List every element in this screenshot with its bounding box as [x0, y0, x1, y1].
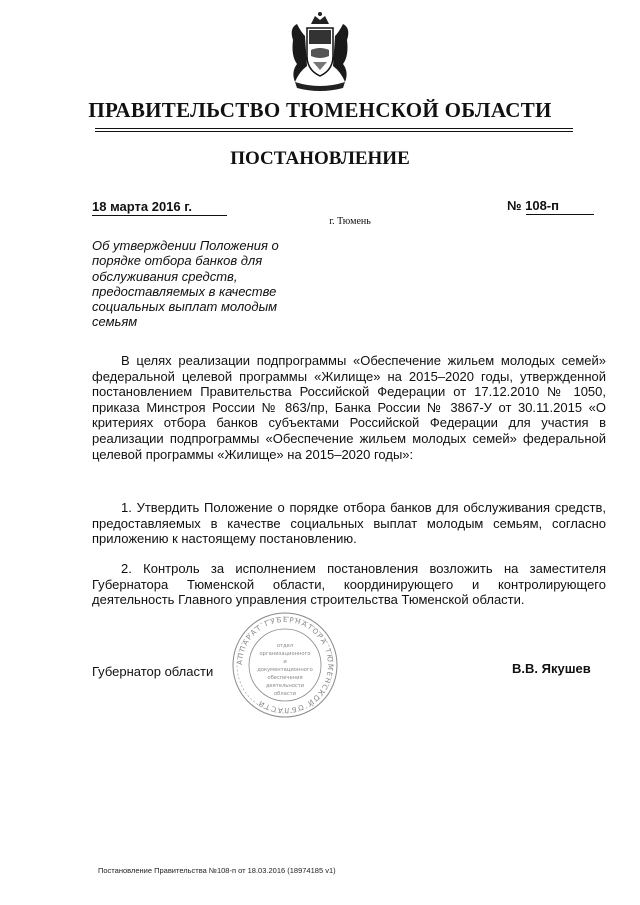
stamp-line-7: области [273, 691, 297, 697]
header-rule-thick [95, 128, 573, 129]
preamble-paragraph: В целях реализации подпрограммы «Обеспечение жильем молодых семей» федеральной целевой программы «Жилище» на 2015–2020 годы, утвержденной постановлением Правительства Российской Федерации от 17.12.2010 № 1050, приказа Минстроя России № 863/пр, Банка России № 3867-У от 30.11.2015 «О критериях отбора банков субъектами Российской Федерации для участия в реализации подпрограммы «Обеспечение жильем молодых семей» федеральной целевой программы «Жилище» на 2015–2020 годы»: [92, 353, 606, 462]
document-city: г. Тюмень [329, 216, 371, 227]
coat-of-arms-emblem [285, 10, 355, 92]
stamp-ring-text: АППАРАТ ГУБЕРНАТОРА ТЮМЕНСКОЙ ОБЛАСТИ [235, 615, 335, 715]
document-type-title: ПОСТАНОВЛЕНИЕ [230, 148, 410, 169]
header-rule-thin [95, 131, 573, 132]
stamp-line-6: деятельности [265, 683, 305, 689]
document-number: № 108-п [507, 198, 559, 213]
official-stamp [230, 610, 340, 720]
stamp-line-5: обеспечения [267, 675, 303, 681]
stamp-line-1: отдел [276, 643, 294, 649]
number-underline [526, 214, 594, 215]
document-date: 18 марта 2016 г. [92, 199, 192, 214]
government-title: ПРАВИТЕЛЬСТВО ТЮМЕНСКОЙ ОБЛАСТИ [88, 98, 552, 122]
signatory-name: В.В. Якушев [512, 661, 591, 676]
stamp-line-3: и [283, 659, 287, 665]
stamp-line-2: организационного [259, 651, 311, 657]
item-2-paragraph: 2. Контроль за исполнением постановления возложить на заместителя Губернатора Тюменской области, координирующего и контролирующего деятельность Главного управления строительства Тюменской области. [92, 561, 606, 608]
document-footer: Постановление Правительства №108-п от 18.03.2016 (18974185 v1) [98, 866, 336, 875]
item-1-paragraph: 1. Утвердить Положение о порядке отбора банков для обслуживания средств, предоставляемых в качестве социальных выплат молодым семьям, согласно приложению к настоящему постановлению. [92, 500, 606, 547]
signatory-position: Губернатор области [92, 664, 214, 679]
stamp-line-4: документационного [257, 667, 313, 673]
svg-text:АППАРАТ ГУБЕРНАТОРА ТЮМЕНСКОЙ [236, 616, 334, 714]
document-subject: Об утверждении Положения о порядке отбора банков для обслуживания средств, предоставляемых в качестве социальных выплат молодым семьям [92, 238, 279, 330]
